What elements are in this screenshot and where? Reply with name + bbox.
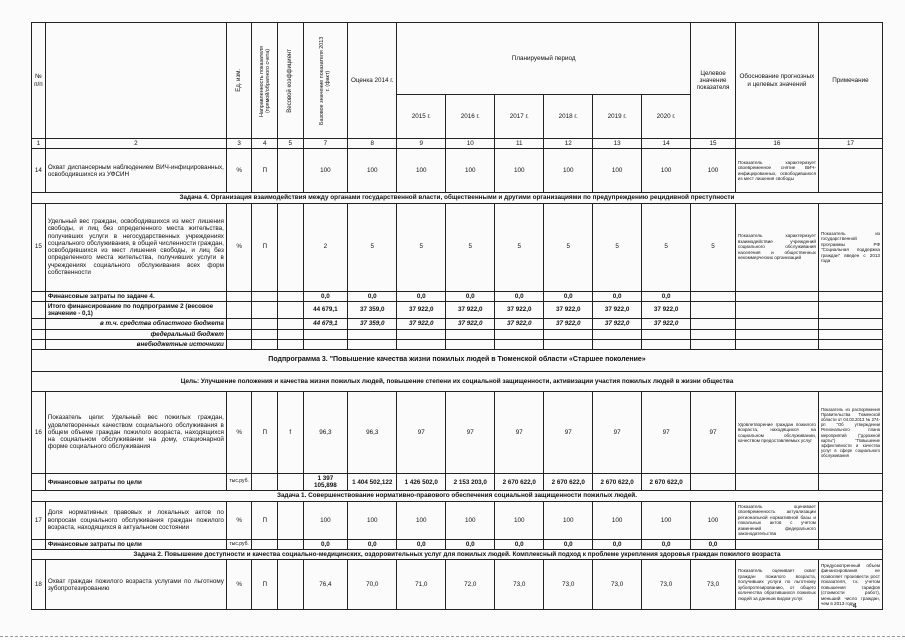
empty-cell bbox=[495, 329, 544, 339]
empty-cell bbox=[32, 301, 46, 318]
header-justification: Обоснование прогнозных и целевых значений bbox=[735, 23, 818, 139]
regional-value: 37 922,0 bbox=[544, 319, 593, 329]
row-value: 100 bbox=[446, 149, 495, 193]
empty-cell bbox=[691, 301, 736, 318]
row-weight bbox=[278, 203, 304, 291]
header-row bbox=[32, 23, 883, 95]
column-numbers-row bbox=[32, 139, 883, 149]
colnum: 16 bbox=[735, 139, 818, 149]
table-row bbox=[32, 149, 883, 193]
finance-value: 0,0 bbox=[544, 539, 593, 549]
row-value: 5 bbox=[495, 203, 544, 291]
row-value: 73,0 bbox=[544, 560, 593, 610]
row-value: 71,0 bbox=[397, 560, 446, 610]
colnum: 7 bbox=[303, 139, 348, 149]
row-value: 96,3 bbox=[348, 392, 397, 474]
empty-cell bbox=[818, 329, 882, 339]
empty-cell bbox=[735, 301, 818, 318]
empty-cell bbox=[278, 329, 304, 339]
header-base: Базовое значение показателя 2013 г. (факт) bbox=[303, 23, 348, 139]
header-estimate: Оценка 2014 г. bbox=[348, 23, 397, 139]
finance-label: Финансовые затраты по задаче 4. bbox=[45, 291, 226, 301]
row-unit: % bbox=[226, 501, 252, 539]
finance-value: 0,0 bbox=[446, 291, 495, 301]
row-name: Доля нормативных правовых и локальных актов по вопросам социального обслуживания граждан пожилого возраста, находящихся в актуальном состоянии bbox=[45, 501, 226, 539]
row-base: 100 bbox=[303, 501, 348, 539]
row-value: 100 bbox=[691, 149, 736, 193]
row-value: 73,0 bbox=[691, 560, 736, 610]
header-num: № п/п bbox=[32, 23, 46, 139]
task-row bbox=[32, 550, 883, 560]
extrabudget-row bbox=[32, 339, 883, 349]
empty-cell bbox=[32, 329, 46, 339]
empty-cell bbox=[303, 329, 348, 339]
regional-value: 37 922,0 bbox=[593, 319, 642, 329]
row-value: 100 bbox=[495, 501, 544, 539]
row-weight: f bbox=[278, 392, 304, 474]
total-value: 37 359,0 bbox=[348, 301, 397, 318]
colnum: 17 bbox=[818, 139, 882, 149]
empty-cell bbox=[278, 301, 304, 318]
empty-cell bbox=[818, 539, 882, 549]
empty-cell bbox=[278, 339, 304, 349]
row-direction: П bbox=[252, 203, 278, 291]
header-planned: Планируемый период bbox=[397, 23, 691, 95]
goal-row bbox=[32, 372, 883, 392]
empty-cell bbox=[818, 474, 882, 491]
total-value: 37 922,0 bbox=[446, 301, 495, 318]
total-value: 37 922,0 bbox=[495, 301, 544, 318]
subprogram-row bbox=[32, 350, 883, 372]
year-2016: 2016 г. bbox=[446, 95, 495, 139]
task-row bbox=[32, 491, 883, 501]
empty-cell bbox=[642, 329, 691, 339]
row-direction: П bbox=[252, 560, 278, 610]
empty-cell bbox=[278, 474, 304, 491]
total-value: 44 679,1 bbox=[303, 301, 348, 318]
empty-cell bbox=[544, 339, 593, 349]
empty-cell bbox=[735, 474, 818, 491]
row-value: 97 bbox=[544, 392, 593, 474]
row-weight bbox=[278, 560, 304, 610]
empty-cell bbox=[691, 319, 736, 329]
finance-value: 2 670 622,0 bbox=[593, 474, 642, 491]
federal-label: федеральный бюджет bbox=[45, 329, 226, 339]
row-value: 100 bbox=[348, 149, 397, 193]
row-value: 97 bbox=[642, 392, 691, 474]
empty-cell bbox=[818, 319, 882, 329]
colnum: 15 bbox=[691, 139, 736, 149]
colnum: 5 bbox=[278, 139, 304, 149]
regional-value: 37 922,0 bbox=[642, 319, 691, 329]
regional-value: 37 922,0 bbox=[495, 319, 544, 329]
table-row bbox=[32, 501, 883, 539]
colnum: 14 bbox=[642, 139, 691, 149]
row-note: Предусмотренный объем финансирования не позволяет произвести рост показателя, т.к. учетом повышения тарифов (стоимости работ), меньший число граждан, чем в 2013 году. bbox=[818, 560, 882, 610]
finance-value: 0,0 bbox=[303, 539, 348, 549]
row-weight bbox=[278, 149, 304, 193]
row-value: 97 bbox=[495, 392, 544, 474]
colnum: 3 bbox=[226, 139, 252, 149]
task-row bbox=[32, 193, 883, 203]
total-value: 37 922,0 bbox=[642, 301, 691, 318]
empty-cell bbox=[593, 339, 642, 349]
row-note: Показатель из государственной программы РФ "Социальная поддержка граждан" введен с 2013 года bbox=[818, 203, 882, 291]
year-2018: 2018 г. bbox=[544, 95, 593, 139]
empty-cell bbox=[278, 539, 304, 549]
total-label: Итого финансирование по подпрограмме 2 (весовое значение - 0,1) bbox=[45, 301, 226, 318]
empty-cell bbox=[32, 291, 46, 301]
page-edge-divider bbox=[0, 636, 905, 637]
empty-cell bbox=[397, 329, 446, 339]
colnum: 1 bbox=[32, 139, 46, 149]
empty-cell bbox=[397, 339, 446, 349]
row-value: 73,0 bbox=[642, 560, 691, 610]
task-1-heading: Задача 1. Совершенствование нормативно-правового обеспечения социальной защищенности пожилых людей. bbox=[32, 491, 883, 501]
finance-value: 0,0 bbox=[348, 539, 397, 549]
row-num: 15 bbox=[32, 203, 46, 291]
row-value: 5 bbox=[642, 203, 691, 291]
row-direction: П bbox=[252, 149, 278, 193]
row-unit: % bbox=[226, 392, 252, 474]
row-value: 97 bbox=[691, 392, 736, 474]
row-value: 5 bbox=[593, 203, 642, 291]
finance-value: 1 397 105,898 bbox=[303, 474, 348, 491]
empty-cell bbox=[691, 474, 736, 491]
year-2017: 2017 г. bbox=[495, 95, 544, 139]
empty-cell bbox=[252, 474, 278, 491]
total-value: 37 922,0 bbox=[397, 301, 446, 318]
row-name: Охват граждан пожилого возраста услугами по льготному зубопротезированию bbox=[45, 560, 226, 610]
header-weight: Весовой коэффициент bbox=[278, 23, 304, 139]
row-value: 100 bbox=[593, 501, 642, 539]
row-base: 2 bbox=[303, 203, 348, 291]
finance-unit: тыс.руб. bbox=[226, 474, 252, 491]
empty-cell bbox=[446, 339, 495, 349]
row-value: 73,0 bbox=[593, 560, 642, 610]
row-value: 100 bbox=[691, 501, 736, 539]
table-row bbox=[32, 392, 883, 474]
row-value: 97 bbox=[446, 392, 495, 474]
row-note bbox=[818, 501, 882, 539]
empty-cell bbox=[226, 291, 252, 301]
finance-value: 0,0 bbox=[397, 539, 446, 549]
finance-value: 2 670 622,0 bbox=[495, 474, 544, 491]
empty-cell bbox=[252, 539, 278, 549]
empty-cell bbox=[495, 339, 544, 349]
year-2015: 2015 г. bbox=[397, 95, 446, 139]
header-note: Примечание bbox=[818, 23, 882, 139]
page-number: 4 bbox=[853, 603, 857, 610]
finance-value: 0,0 bbox=[544, 291, 593, 301]
empty-cell bbox=[348, 339, 397, 349]
empty-cell bbox=[252, 339, 278, 349]
header-direction: Направленность показателя (прямой/обратного счета) bbox=[252, 23, 278, 139]
colnum: 11 bbox=[495, 139, 544, 149]
finance-value: 2 670 622,0 bbox=[544, 474, 593, 491]
empty-cell bbox=[226, 329, 252, 339]
empty-cell bbox=[735, 539, 818, 549]
empty-cell bbox=[226, 319, 252, 329]
row-base: 100 bbox=[303, 149, 348, 193]
finance-value: 0,0 bbox=[348, 291, 397, 301]
empty-cell bbox=[818, 301, 882, 318]
row-value: 5 bbox=[691, 203, 736, 291]
row-value: 5 bbox=[544, 203, 593, 291]
row-value: 5 bbox=[397, 203, 446, 291]
extrabudget-label: внебюджетные источники bbox=[45, 339, 226, 349]
row-unit: % bbox=[226, 560, 252, 610]
finance-value: 0,0 bbox=[642, 291, 691, 301]
empty-cell bbox=[735, 329, 818, 339]
empty-cell bbox=[32, 539, 46, 549]
finance-value: 0,0 bbox=[446, 539, 495, 549]
row-num: 18 bbox=[32, 560, 46, 610]
finance-row bbox=[32, 291, 883, 301]
finance-value: 0,0 bbox=[593, 291, 642, 301]
row-value: 100 bbox=[495, 149, 544, 193]
colnum: 9 bbox=[397, 139, 446, 149]
finance-label: Финансовые затраты по цели bbox=[45, 539, 226, 549]
task-4-heading: Задача 4. Организация взаимодействия между органами государственной власти, общественными и другими организациями по предупреждению рецидивной преступности bbox=[32, 193, 883, 203]
task-2-heading: Задача 2. Повышение доступности и качества социально-медицинских, оздоровительных услуг для пожилых людей. Комплексный подход к проблеме укрепления здоровья граждан пожилого возраста bbox=[32, 550, 883, 560]
row-num: 16 bbox=[32, 392, 46, 474]
row-value: 73,0 bbox=[495, 560, 544, 610]
row-value: 100 bbox=[348, 501, 397, 539]
row-value: 5 bbox=[446, 203, 495, 291]
row-value: 100 bbox=[593, 149, 642, 193]
row-weight bbox=[278, 501, 304, 539]
row-value: 100 bbox=[544, 501, 593, 539]
row-num: 14 bbox=[32, 149, 46, 193]
colnum: 12 bbox=[544, 139, 593, 149]
row-name: Охват диспансерным наблюдением ВИЧ-инфицированных, освободившихся из УФСИН bbox=[45, 149, 226, 193]
empty-cell bbox=[735, 319, 818, 329]
colnum: 4 bbox=[252, 139, 278, 149]
row-value: 100 bbox=[397, 149, 446, 193]
row-value: 72,0 bbox=[446, 560, 495, 610]
row-value: 100 bbox=[642, 501, 691, 539]
empty-cell bbox=[303, 339, 348, 349]
colnum: 8 bbox=[348, 139, 397, 149]
empty-cell bbox=[252, 301, 278, 318]
row-value: 97 bbox=[593, 392, 642, 474]
regional-value: 37 359,0 bbox=[348, 319, 397, 329]
row-justification: Показатель оценивает своевременность актуализации региональной нормативной базы и локальных актов с учетом изменений федерального законодательства bbox=[735, 501, 818, 539]
regional-value: 37 922,0 bbox=[446, 319, 495, 329]
finance-value: 2 670 622,0 bbox=[642, 474, 691, 491]
row-value: 100 bbox=[397, 501, 446, 539]
empty-cell bbox=[818, 291, 882, 301]
row-note bbox=[818, 149, 882, 193]
empty-cell bbox=[348, 329, 397, 339]
year-2020: 2020 г. bbox=[642, 95, 691, 139]
row-value: 100 bbox=[642, 149, 691, 193]
empty-cell bbox=[32, 339, 46, 349]
empty-cell bbox=[278, 319, 304, 329]
row-value: 100 bbox=[446, 501, 495, 539]
row-name: Показатель цели: Удельный вес пожилых граждан, удовлетворенных качеством социального обслуживания в общем объеме граждан пожилого возраста, находящихся на социальном обслуживании на дому, стационарной форме социального обслуживания bbox=[45, 392, 226, 474]
row-base: 96,3 bbox=[303, 392, 348, 474]
row-justification: Показатель оценивает охват граждан пожилого возраста, получивших услуги по льготному зубопротезированию, от общего количества обратившихся пожилых людей за данным видом услуг. bbox=[735, 560, 818, 610]
finance-value: 1 426 502,0 bbox=[397, 474, 446, 491]
finance-value: 0,0 bbox=[495, 291, 544, 301]
row-direction: П bbox=[252, 501, 278, 539]
row-note: Показатель из распоряжения Правительства Тюменской области от 04.03.2013 № 274-рп "Об утверждении Регионального плана мероприятий ("дорожной карты") "Повышение эффективности и качества услуг в сфере социального обслуживания bbox=[818, 392, 882, 474]
finance-value: 0,0 bbox=[303, 291, 348, 301]
colnum: 10 bbox=[446, 139, 495, 149]
empty-cell bbox=[735, 339, 818, 349]
finance-value: 1 404 502,122 bbox=[348, 474, 397, 491]
header-target: Целевое значение показателя bbox=[691, 23, 736, 139]
year-2019: 2019 г. bbox=[593, 95, 642, 139]
header-unit: Ед. изм. bbox=[226, 23, 252, 139]
goal-heading: Цель: Улучшение положения и качества жизни пожилых людей, повышение степени их социальной защищенности, активизации участия пожилых людей в жизни общества bbox=[32, 372, 883, 392]
colnum: 13 bbox=[593, 139, 642, 149]
row-unit: % bbox=[226, 149, 252, 193]
finance-value: 0,0 bbox=[593, 539, 642, 549]
regional-value: 44 679,1 bbox=[303, 319, 348, 329]
indicators-table bbox=[31, 22, 883, 610]
finance-value: 0,0 bbox=[642, 539, 691, 549]
finance-value: 2 153 203,0 bbox=[446, 474, 495, 491]
empty-cell bbox=[226, 339, 252, 349]
finance-row bbox=[32, 539, 883, 549]
row-base: 76,4 bbox=[303, 560, 348, 610]
regional-budget-row bbox=[32, 319, 883, 329]
total-row bbox=[32, 301, 883, 318]
empty-cell bbox=[278, 291, 304, 301]
finance-value: 0,0 bbox=[397, 291, 446, 301]
total-value: 37 922,0 bbox=[544, 301, 593, 318]
row-direction: П bbox=[252, 392, 278, 474]
row-justification: Показатель характеризует своевременное снятие ВИЧ-инфицированных, освободившихся из мест лишения свободы bbox=[735, 149, 818, 193]
table-row bbox=[32, 560, 883, 610]
row-name: Удельный вес граждан, освободившихся из мест лишения свободы, и лиц без определенного места жительства, получивших услуги в негосударственных учреждениях социального обслуживания, в общей численности граждан, освободившихся из мест лишения свободы, и лиц без определенного места жительства, получивших услуги в учреждениях социального обслуживания всех форм собственности bbox=[45, 203, 226, 291]
empty-cell bbox=[226, 301, 252, 318]
finance-label: Финансовые затраты по цели bbox=[45, 474, 226, 491]
empty-cell bbox=[642, 339, 691, 349]
subprogram-3-heading: Подпрограмма 3. "Повышение качества жизни пожилых людей в Тюменской области «Старшее поколение» bbox=[32, 350, 883, 372]
empty-cell bbox=[818, 339, 882, 349]
row-unit: % bbox=[226, 203, 252, 291]
regional-value: 37 922,0 bbox=[397, 319, 446, 329]
empty-cell bbox=[252, 291, 278, 301]
row-num: 17 bbox=[32, 501, 46, 539]
header-name bbox=[45, 23, 226, 139]
empty-cell bbox=[691, 329, 736, 339]
row-value: 97 bbox=[397, 392, 446, 474]
colnum: 2 bbox=[45, 139, 226, 149]
empty-cell bbox=[544, 329, 593, 339]
row-value: 100 bbox=[544, 149, 593, 193]
empty-cell bbox=[32, 474, 46, 491]
empty-cell bbox=[252, 329, 278, 339]
finance-row bbox=[32, 474, 883, 491]
row-value: 70,0 bbox=[348, 560, 397, 610]
table-row bbox=[32, 203, 883, 291]
empty-cell bbox=[691, 291, 736, 301]
row-value: 5 bbox=[348, 203, 397, 291]
federal-budget-row bbox=[32, 329, 883, 339]
regional-label: в т.ч. средства областного бюджета bbox=[45, 319, 226, 329]
finance-value: 0,0 bbox=[691, 539, 736, 549]
row-justification: Показатель характеризует взаимодействие учреждений социального обслуживания населения и общественных некоммерческих организаций bbox=[735, 203, 818, 291]
finance-unit: тыс.руб. bbox=[226, 539, 252, 549]
total-value: 37 922,0 bbox=[593, 301, 642, 318]
row-justification: Удовлетворение граждан пожилого возраста, находящихся на социальном обслуживании, качеством предоставляемых услуг bbox=[735, 392, 818, 474]
empty-cell bbox=[593, 329, 642, 339]
empty-cell bbox=[446, 329, 495, 339]
empty-cell bbox=[691, 339, 736, 349]
empty-cell bbox=[252, 319, 278, 329]
empty-cell bbox=[32, 319, 46, 329]
finance-value: 0,0 bbox=[495, 539, 544, 549]
empty-cell bbox=[735, 291, 818, 301]
